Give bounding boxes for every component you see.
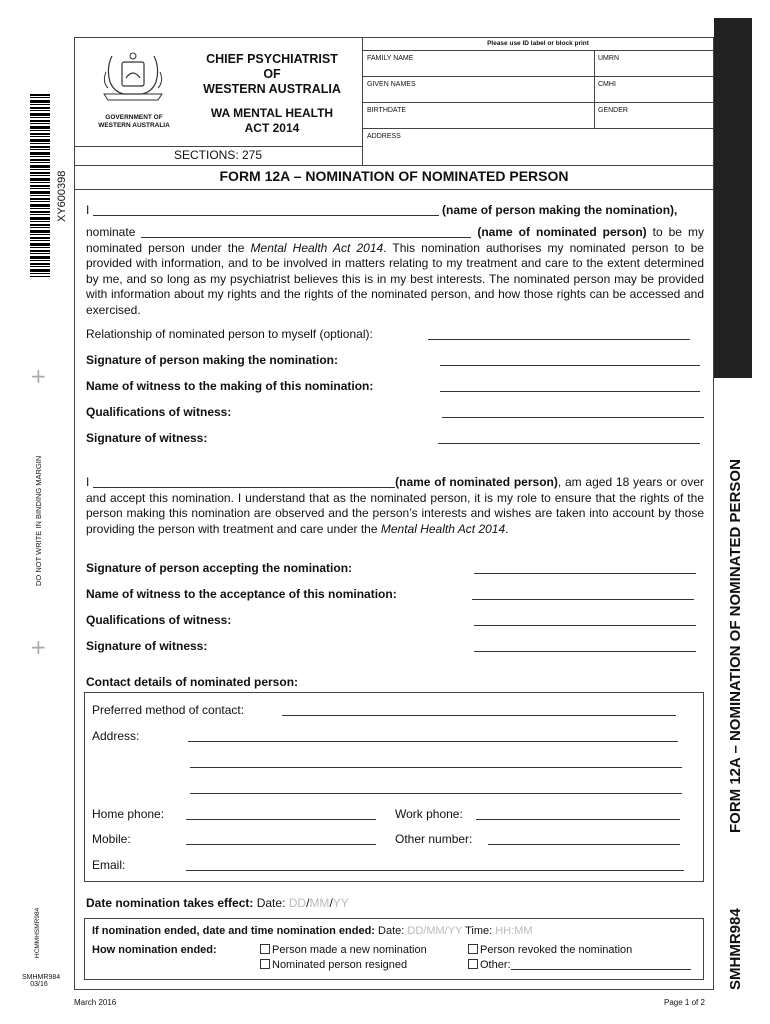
- institution-line: CHIEF PSYCHIATRIST: [206, 52, 338, 66]
- month-input[interactable]: MM: [426, 925, 445, 937]
- text: (name of nominated person): [477, 225, 647, 239]
- work-phone-input[interactable]: [476, 807, 680, 820]
- effective-date-row: [86, 896, 349, 912]
- government-label: [84, 114, 184, 130]
- option-new-nomination[interactable]: [260, 944, 427, 956]
- year-input[interactable]: YY: [332, 896, 349, 910]
- mobile-input[interactable]: [186, 832, 376, 845]
- relationship-input[interactable]: [428, 327, 690, 340]
- ended-date-row: If nomination ended, date and time nomination ended: Date: DD/MM/YY Time: HH:MM: [92, 925, 533, 937]
- act-title: [190, 106, 354, 136]
- ended-date-label: If nomination ended, date and time nomination ended:: [92, 925, 375, 937]
- acceptance-witness-qualifications-input[interactable]: [474, 613, 696, 626]
- header-rule: [362, 76, 714, 77]
- nomination-paragraph: [86, 225, 704, 318]
- header-rule: [362, 50, 714, 51]
- option-other[interactable]: [468, 959, 691, 971]
- other-number-label: Other number:: [395, 832, 473, 846]
- header-divider: [594, 50, 595, 128]
- text: my nominated person under the: [86, 225, 704, 255]
- address-input-line-1[interactable]: [188, 729, 678, 742]
- footer-date: March 2016: [74, 998, 117, 1007]
- address-field[interactable]: ADDRESS: [367, 133, 401, 140]
- option-label: Other:: [480, 959, 511, 971]
- act-name: Mental Health Act 2014: [250, 240, 384, 255]
- option-revoked[interactable]: [468, 944, 632, 956]
- form-code: SMHMR984: [22, 974, 61, 981]
- month-input[interactable]: MM: [309, 896, 330, 910]
- relationship-label: Relationship of nominated person to myself (optional):: [86, 327, 373, 341]
- address-input-line-2[interactable]: [190, 755, 682, 768]
- barcode-number: XY600398: [56, 170, 68, 222]
- slash: /: [306, 896, 310, 910]
- nominator-signature-label: Signature of person making the nomination:: [86, 353, 339, 367]
- patient-label-note: Please use ID label or block print: [487, 40, 589, 47]
- checkbox-icon[interactable]: [260, 944, 270, 954]
- acceptance-witness-signature-label: Signature of witness:: [86, 639, 208, 653]
- cmhi-field[interactable]: CMHI: [598, 81, 616, 88]
- header-rule: [74, 189, 714, 190]
- family-name-field[interactable]: FAMILY NAME: [367, 55, 414, 62]
- mobile-label: Mobile:: [92, 832, 131, 846]
- crop-mark-icon: +: [30, 635, 47, 659]
- acceptor-signature-input[interactable]: [474, 561, 696, 574]
- government-crest-icon: [98, 48, 168, 112]
- email-input[interactable]: [186, 858, 684, 871]
- text: (name of person making the nomination),: [442, 203, 678, 217]
- nominator-line: [86, 203, 704, 219]
- colon: :: [511, 925, 515, 937]
- form-date: 03/16: [30, 981, 48, 988]
- email-label: Email:: [92, 858, 126, 872]
- home-phone-label: Home phone:: [92, 807, 165, 821]
- text: I: [86, 475, 90, 489]
- other-number-input[interactable]: [488, 832, 680, 845]
- witness-name-label: Name of witness to the making of this nomination:: [86, 379, 374, 393]
- minute-input[interactable]: MM: [514, 925, 533, 937]
- text: to be: [652, 225, 682, 239]
- day-input[interactable]: DD: [288, 896, 307, 910]
- text: (name of nominated person): [395, 475, 558, 489]
- form-title: FORM 12A – NOMINATION OF NOMINATED PERSON: [219, 168, 569, 184]
- sections-label: SECTIONS: 275: [173, 148, 263, 162]
- witness-signature-label: Signature of witness:: [86, 431, 208, 445]
- date-label: Date:: [378, 925, 405, 937]
- institution-line: OF: [263, 67, 281, 81]
- crop-mark-icon: +: [30, 364, 47, 388]
- option-resigned[interactable]: [260, 959, 407, 971]
- date-label: Date:: [256, 896, 286, 910]
- acceptance-witness-signature-input[interactable]: [474, 639, 696, 652]
- acceptance-paragraph: [86, 475, 704, 537]
- acceptor-signature-label: Signature of person accepting the nomination:: [86, 561, 353, 575]
- header-rule: [362, 128, 714, 129]
- side-stripe: [714, 18, 752, 378]
- barcode: [30, 94, 50, 277]
- witness-name-input[interactable]: [440, 379, 700, 392]
- government-line: GOVERNMENT OF: [105, 114, 163, 121]
- checkbox-icon[interactable]: [260, 959, 270, 969]
- address-input-line-3[interactable]: [190, 781, 682, 794]
- slash: /: [329, 896, 333, 910]
- nominated-person-name-input[interactable]: [93, 476, 395, 488]
- acceptance-witness-name-label: Name of witness to the acceptance of this nomination:: [86, 587, 397, 601]
- text: or over and accept this nomination. I understand that as the nominated person, it is my role to ensure that the rights of the person making this nomination are observed and the person’s interests and wishes are taken into account by those providing the person with treatment and care under the: [86, 475, 704, 536]
- work-phone-label: Work phone:: [395, 807, 463, 821]
- option-label: Person revoked the nomination: [480, 944, 633, 956]
- effective-date-label: Date nomination takes effect:: [86, 896, 254, 910]
- binding-margin-note: DO NOT WRITE IN BINDING MARGIN: [34, 455, 43, 586]
- side-form-code: SMHMR984: [727, 908, 744, 990]
- page-number: Page 1 of 2: [664, 998, 705, 1007]
- nominator-signature-input[interactable]: [440, 353, 700, 366]
- option-label: Nominated person resigned: [272, 959, 408, 971]
- address-label: Address:: [92, 729, 140, 743]
- acceptance-witness-name-input[interactable]: [472, 587, 694, 600]
- checkbox-icon[interactable]: [468, 959, 478, 969]
- institution-line: WESTERN AUSTRALIA: [203, 82, 341, 96]
- text: . This nomination authorises my nominated person to be provided with information, and to be involved in matters relating to my treatment and care to the extent determined by me, and so long as my psychiatrist believes this is in my best interests. The nominated person may be provided with information about my rights and the rights of the nominated person, and how those rights can be accessed and exercised.: [86, 240, 704, 317]
- institution-title: [190, 52, 354, 97]
- day-input[interactable]: DD: [407, 925, 424, 937]
- how-ended-label: How nomination ended:: [92, 944, 217, 956]
- home-phone-input[interactable]: [186, 807, 376, 820]
- year-input[interactable]: YY: [447, 925, 463, 937]
- header-divider: [362, 37, 363, 165]
- side-form-title: FORM 12A – NOMINATION OF NOMINATED PERSON: [727, 459, 744, 833]
- vertical-code: HCMMHSMR984: [34, 907, 41, 958]
- text: , am aged 18 years: [557, 475, 663, 489]
- header-rule: [74, 165, 714, 166]
- header-rule: [74, 146, 362, 147]
- preferred-contact-input[interactable]: [282, 703, 676, 716]
- option-label: Person made a new nomination: [272, 944, 427, 956]
- contact-heading: Contact details of nominated person:: [86, 675, 299, 689]
- witness-qualifications-label: Qualifications of witness:: [86, 405, 232, 419]
- gender-field[interactable]: GENDER: [598, 107, 628, 114]
- margin-form-code: [22, 974, 61, 988]
- acceptance-witness-qualifications-label: Qualifications of witness:: [86, 613, 232, 627]
- witness-qualifications-input[interactable]: [442, 405, 704, 418]
- witness-signature-input[interactable]: [438, 431, 700, 444]
- given-names-field[interactable]: GIVEN NAMES: [367, 81, 416, 88]
- hour-input[interactable]: HH: [495, 925, 512, 937]
- nominee-name-input[interactable]: [141, 226, 471, 238]
- birthdate-field[interactable]: BIRTHDATE: [367, 107, 407, 114]
- text: .: [505, 521, 509, 536]
- act-line: ACT 2014: [244, 121, 300, 135]
- nominator-name-input[interactable]: [93, 204, 439, 216]
- time-label: Time:: [465, 925, 493, 937]
- act-line: WA MENTAL HEALTH: [210, 106, 334, 120]
- other-reason-input[interactable]: [511, 959, 691, 970]
- text: I: [86, 203, 90, 217]
- text: nominate: [86, 225, 136, 239]
- preferred-contact-label: Preferred method of contact:: [92, 703, 245, 717]
- government-line: WESTERN AUSTRALIA: [98, 122, 170, 129]
- act-name: Mental Health Act 2014: [380, 521, 506, 536]
- umrn-field[interactable]: UMRN: [598, 55, 619, 62]
- header-rule: [362, 102, 714, 103]
- checkbox-icon[interactable]: [468, 944, 478, 954]
